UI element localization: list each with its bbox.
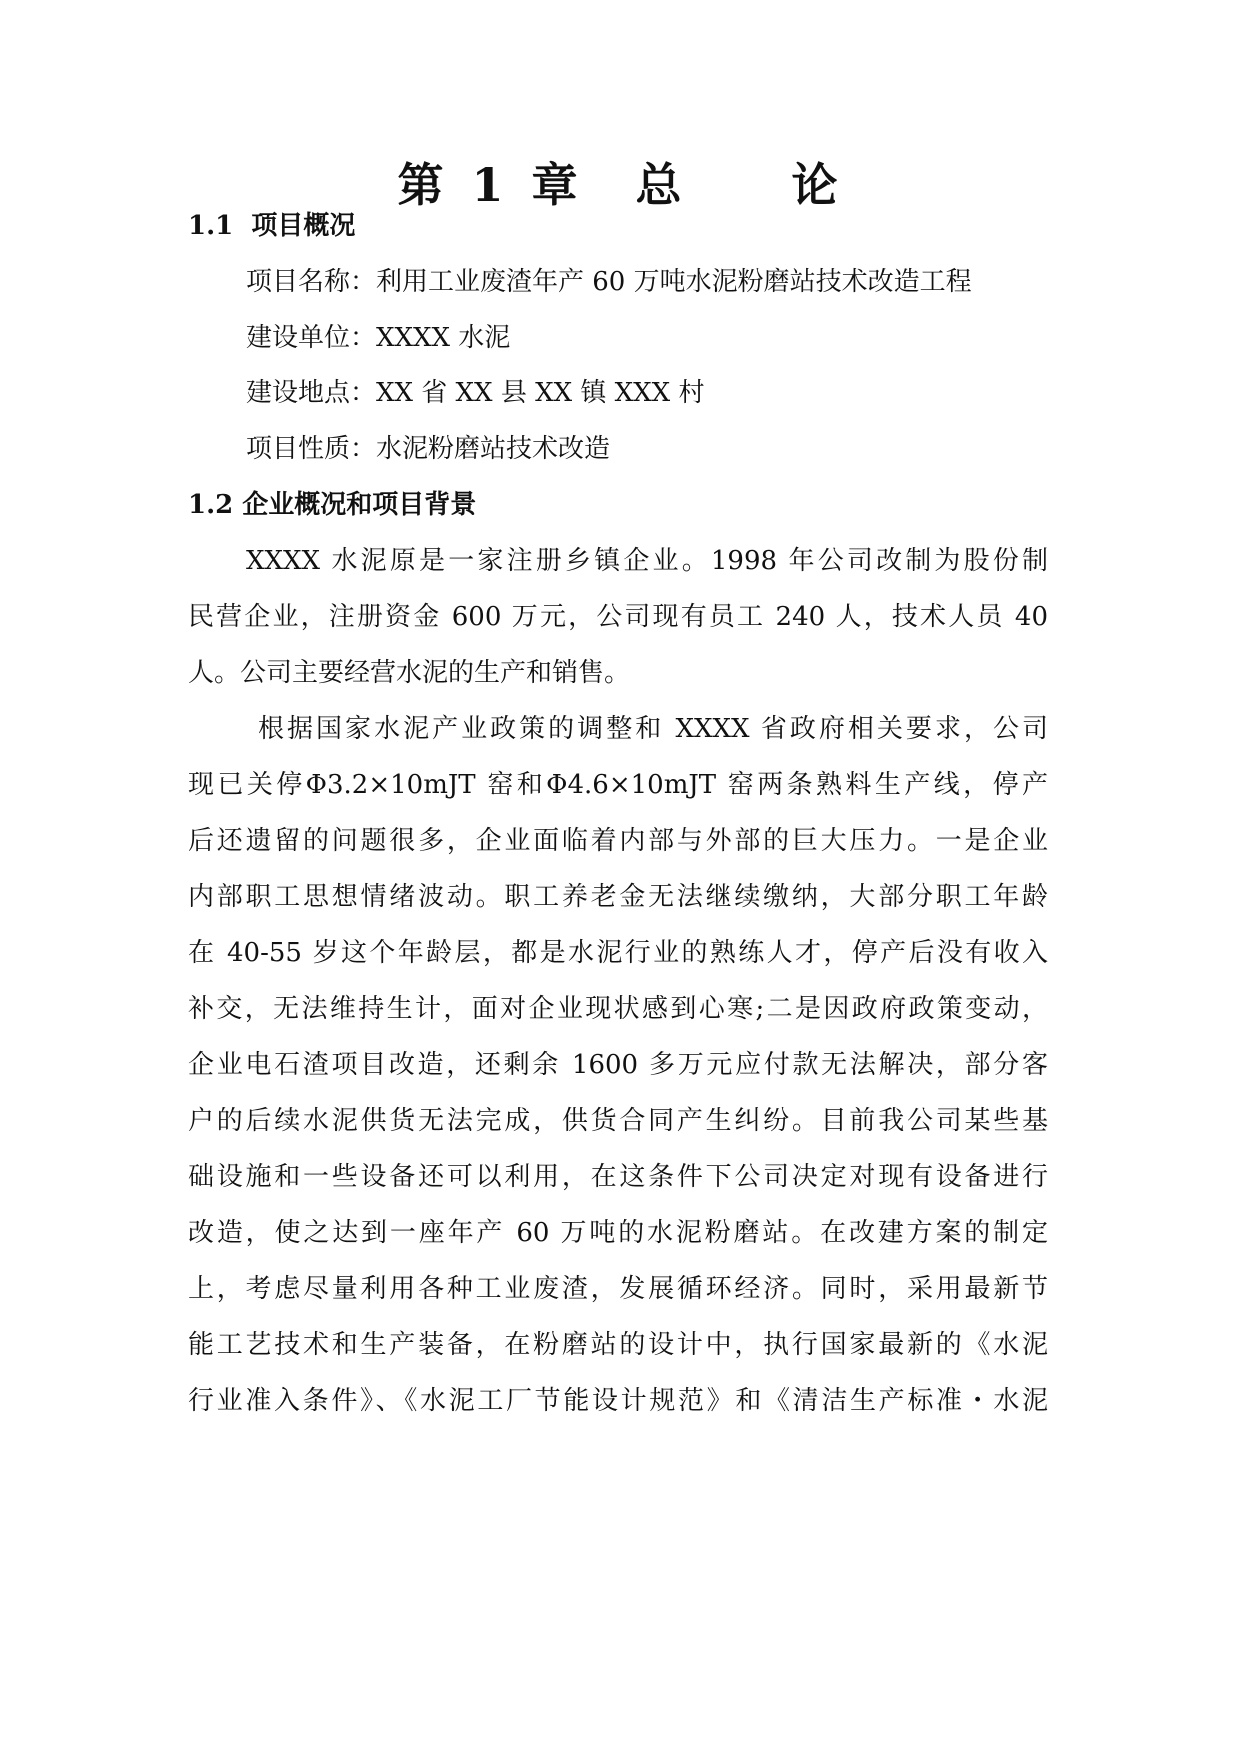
project-nature-line: 项目性质：水泥粉磨站技术改造 <box>246 434 611 464</box>
construction-site-line: 建设地点：XX 省 XX 县 XX 镇 XXX 村 <box>246 378 705 408</box>
paragraph-2-line: 户的后续水泥供货无法完成，供货合同产生纠纷。目前我公司某些基 <box>188 1106 1048 1136</box>
paragraph-2-line: 现已关停Φ3.2×10mJT 窑和Φ4.6×10mJT 窑两条熟料生产线，停产 <box>188 770 1048 800</box>
paragraph-1-line: 人。公司主要经营水泥的生产和销售。 <box>188 658 631 688</box>
project-name-line: 项目名称：利用工业废渣年产 60 万吨水泥粉磨站技术改造工程 <box>246 267 972 297</box>
paragraph-1-line: XXXX 水泥原是一家注册乡镇企业。1998 年公司改制为股份制 <box>246 546 1048 576</box>
paragraph-2-line: 础设施和一些设备还可以利用，在这条件下公司决定对现有设备进行 <box>188 1162 1048 1192</box>
section-heading-1-2: 1.2 企业概况和项目背景 <box>188 490 477 520</box>
paragraph-2-line: 行业准入条件》、《水泥工厂节能设计规范》和《清洁生产标准・水泥 <box>188 1386 1048 1416</box>
paragraph-2-line: 在 40-55 岁这个年龄层，都是水泥行业的熟练人才，停产后没有收入 <box>188 938 1048 968</box>
paragraph-2-line: 企业电石渣项目改造，还剩余 1600 多万元应付款无法解决，部分客 <box>188 1050 1048 1080</box>
construction-unit-line: 建设单位：XXXX 水泥 <box>246 323 511 353</box>
paragraph-2-line: 补交，无法维持生计，面对企业现状感到心寒;二是因政府政策变动， <box>188 994 1048 1024</box>
paragraph-2-line: 能工艺技术和生产装备，在粉磨站的设计中，执行国家最新的《水泥 <box>188 1330 1048 1360</box>
paragraph-2-line: 根据国家水泥产业政策的调整和 XXXX 省政府相关要求，公司 <box>258 714 1048 744</box>
paragraph-2-line: 改造，使之达到一座年产 60 万吨的水泥粉磨站。在改建方案的制定 <box>188 1218 1048 1248</box>
paragraph-2-line: 内部职工思想情绪波动。职工养老金无法继续缴纳，大部分职工年龄 <box>188 882 1048 912</box>
paragraph-2-line: 上，考虑尽量利用各种工业废渣，发展循环经济。同时，采用最新节 <box>188 1274 1048 1304</box>
paragraph-2-line: 后还遗留的问题很多，企业面临着内部与外部的巨大压力。一是企业 <box>188 826 1048 856</box>
section-heading-1-1: 1.1 项目概况 <box>188 211 356 241</box>
paragraph-1-line: 民营企业，注册资金 600 万元，公司现有员工 240 人，技术人员 40 <box>188 602 1048 632</box>
chapter-title: 第 1 章 总 论 <box>397 158 844 212</box>
